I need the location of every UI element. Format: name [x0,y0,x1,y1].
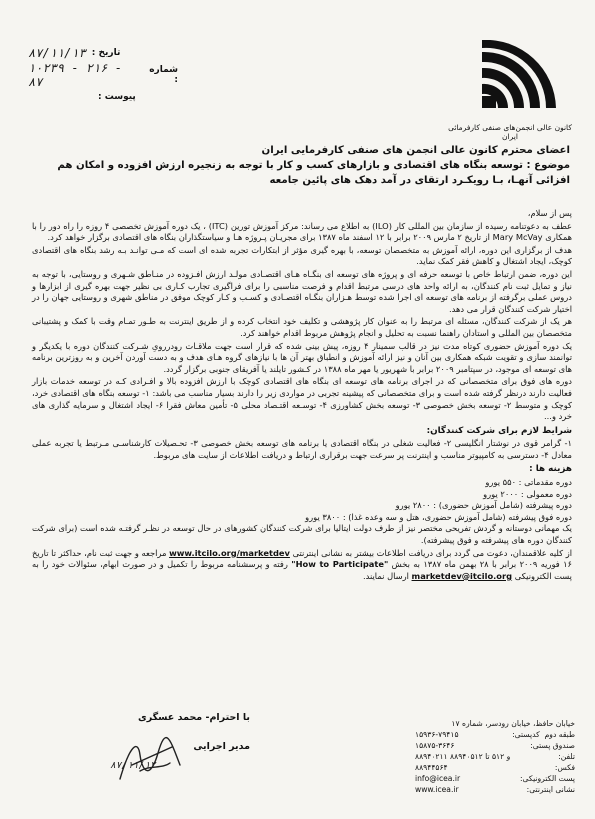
fees-list [32,477,572,523]
subject-line: موضوع : توسعه بنگاه های اقتصادی و بازارهای کسب و کار با توجه به زنجیره ارزش افزوده و امکان هم افزائی آنهـا، بـا رویکـرد ارتقای در آمد دهک های پائین جامعه [57,160,570,186]
paragraph-8 [32,548,572,583]
signature-closing: با احترام- محمد عسگری [138,712,250,723]
web[interactable]: www.icea.ir [415,785,459,794]
postal-code-label: کدپستی: [512,730,540,739]
address-street: خیابان حافظ، خیابان رودسر، شماره ۱۷ [451,719,575,728]
market-dev-email-link[interactable]: marketdev@itcilo.org [411,570,513,581]
fees-title: هزینه ها : [529,464,572,475]
attachment-label: پیوست : [98,92,136,102]
number-value: ۱۰۲۳۹ - ۲۱۶ - ۸۷ [28,61,122,89]
postal-row [415,729,575,740]
pobox: ۱۵۸۷۵-۳۶۴۶ [415,741,455,750]
fax: ۸۸۹۴۴۵۶۴ [415,763,448,772]
paragraph-1: عطف به دعوتنامه رسیده از سازمان بین المللی کار (ILO) به اطلاع می رساند: مرکز آموزش تورین (ITC) ، یک دوره آموزش تخصصی ۴ روزه را راه دور را با همکاری Mary McVay از تاریخ ۲ مارس ۲۰۰۹ برابر با ۱۲ اسفند ماه ۱۳۸۷ برای مجریـان پـروژه هـا و سیاستگذاران بنگاه های اقتصادی برگزار خواهد کرد. [32,220,572,243]
tel: ۸۸۹۴۰۲۱۱ و ۵۱۲ تا ۸۸۹۴۰۵۱۲ [415,752,511,761]
signature-title: مدیر اجرایی [193,741,250,752]
p8-part-d: ارسال نمایند. [363,570,409,581]
fee-item: دوره مقدماتی : ۵۵۰ یورو [485,477,572,488]
email[interactable]: info@icea.ir [415,774,461,783]
fee-item: دوره پیشرفته (شامل آموزش حضوری) : ۲۸۰۰ یورو [395,500,572,511]
handwritten-signature-icon [110,735,190,785]
organization-name: کانون عالی انجمن‌های صنفی کارفرمائی ایران [448,123,572,141]
subject-block [40,143,570,188]
attachment-row [28,86,178,108]
date-value: ۸۷/۱۱/۱۳ [28,46,86,60]
addressee: اعضای محترم کانون عالی انجمن های صنفی کارفرمایی ایران [261,145,570,156]
address-block [415,718,575,795]
tel-row [415,751,575,762]
paragraph-2: هدف از برگزاری این دوره، ارائه آموزش به متخصصان توسعه، با بهره گیری مؤثر از ابتکارات تجربه شده ای است که مـی توانـد بـه رشد بنگاه های اقتصادی کوچک، ایجاد اشتغال و کاهش فقر کمک نماید. [32,244,572,267]
email-label: پست الکترونیکی: [519,774,575,783]
letter-meta [28,42,178,108]
date-label: تاریخ : [91,48,121,58]
tel-label: تلفن: [558,752,575,761]
paragraph-6: دوره های فوق برای متخصصانی که در اجرای برنامه های توسعه ای بنگاه های اقتصادی کوچک با ارزش افزوده بالا و افـرادی کـه در توسعه خدمات بازار فعالیت دارند درنظر گرفته شده است و برای متخصصانی که پیشینه تجربی در مواردی زیر را دارند بسیار مناسب می باشد: ۱- توسعه بنگاه های اقتصادی خرد، کوچک و متوسط ۲- توسعه بخش خصوصی ۳- توسعه بخش کشاورزی ۴- توسـعه اقتـصاد محلی ۵- تأمین معاش فقرا ۶- ایجاد اشتغال و سرمایه گذاری های خرد و... [32,376,572,422]
email-row [415,773,575,784]
paragraph-4: هر یک از شرکت کنندگان، مسئله ای مرتبط را به عنوان کار پژوهشی و تکلیف خود انتخاب کرده و از طریق اینترنت به طـور تمـام وقت با کمک و پشتیبانی متخصصان بین المللی و استادان راهنما نسبت به تحلیل و انجام پژوهش مربوط اقدام خواهند کرد. [32,316,572,338]
p8-part-b: مراجعه و جهت ثبت نام، حداکثر تا تاریخ ۱۶ فوریه ۲۰۰۹ برابر با ۲۸ بهمن ماه ۱۳۸۷ به بخش [32,547,572,570]
pobox-label: صندوق پستی: [530,741,575,750]
number-row [28,61,178,89]
how-to-participate: "How to Participate" [291,559,389,570]
web-row [415,784,575,795]
greeting: پس از سلام، [527,208,572,218]
p8-part-a: از کلیه علاقمندان، دعوت می گردد برای دریافت اطلاعات بیشتر به نشانی اینترنتی [292,547,573,558]
p8-part-c: رفته و پرسشنامه مربوط را تکمیل و در صورت ابهام، سئوالات خود را به پست الکترونیکی [32,559,572,581]
requirements-title: شرایط لازم برای شرکت کنندگان: [426,425,572,436]
organization-logo-icon [478,40,573,110]
fee-item: دوره معمولی : ۲۰۰۰ یورو [483,488,572,499]
floor-label: طبقه دوم [544,730,575,739]
paragraph-7: یک مهمانی دوستانه و گردش تفریحی مختصر نیز از طرف دولت ایتالیا برای شرکت کنندگان کشورهای در حال توسعه در نظـر گرفتـه شده است (برای شرکت کنندگان دوره های پیشرفته و فوق پیشرفته). [32,523,572,546]
market-dev-link[interactable]: www.itcilo.org/marketdev [169,547,290,558]
paragraph-3: این دوره، ضمن ارتباط خاص با توسعه حرفه ای و پروژه های توسعه ای بنگـاه هـای اقتصـادی مولـد ارزش افـزوده در منـاطق شـهری و روستایی، با توجه به نیاز و تمایل ثبت نام کنندگان، به ارائه واحد های درسی مرتبط اقدام و فرصت مناسبی را برای فراگیری تجارب کـاری بی نظیر جهت بهره گیری از ابزارها و دروس عملی برگرفته از برنامه های توسعه ای اجرا شده توسط هـزاران بنگـاه اقتصـادی و کسـب و کـار کوچک موفق در مناطق شهری و روستایی جهان را در اختیار شرکت کنندگان قرار می دهد. [32,268,572,314]
requirements-text: ۱- گرامر قوی در نوشتار انگلیسی ۲- فعالیت شغلی در بنگاه اقتصادی یا برنامه های توسعه بخش خصوصی ۳- تحـصیلات کارشناسـی مـرتبط یا تجربه عملی معادل ۴- دسترسی به کامپیوتر مناسب و اینترنت پر سرعت جهت برقراری ارتباط و دریافت اطلاعات از سایت های مربوط. [32,438,572,460]
fax-label: فکس: [554,763,575,772]
pobox-row [415,740,575,751]
fee-item: دوره فوق پیشرفته (شامل آموزش حضوری، هتل و سه وعده غذا) : ۳۸۰۰ یورو [305,511,572,522]
number-label: شماره : [149,65,178,85]
paragraph-5: یک دوره آموزش حضوری کوتاه مدت نیز در قالب سمینار ۴ روزه، پیش بینی شده که قرار است جهت ملاقـات رودررویِ شـرکت کنندگان دوره با یکدیگر و توانمند سازی و تقویت شبکه همکاری بین آنان و نیز ارائه آموزش و انطباق بهتر آن ها با نیازهای گروه هـای هدف و به دست آوردن آخرین و به روزترین برنامه های توسعه ای موجود، در سپتامبر ۲۰۰۹ برابر با شهریور یا مهر ماه ۱۳۸۸ در کـشور تایلند یا آفریقای جنوبی برگزار گردد. [32,340,573,374]
signature-date: ۸۷/۱۱/۱۲ [110,760,156,771]
letter-body [32,208,572,583]
web-label: نشانی اینترنتی: [526,785,575,794]
postal-code: ۱۵۹۳۶-۷۹۴۱۵ [415,730,459,739]
fax-row [415,762,575,773]
